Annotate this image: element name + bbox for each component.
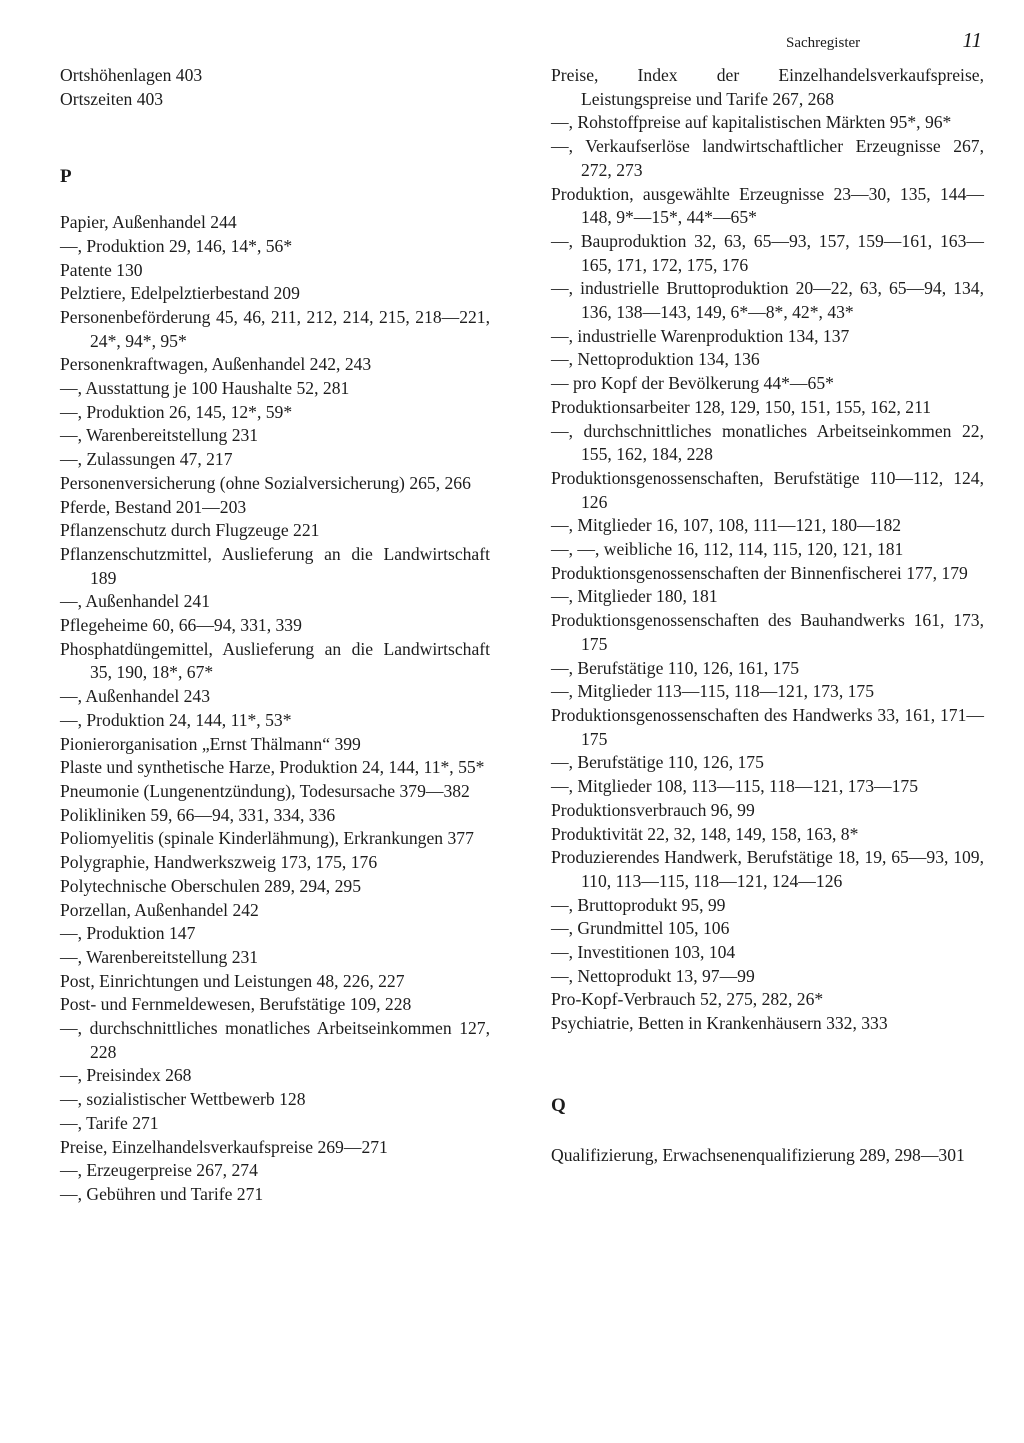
index-entry: Produktionsgenossenschaften des Bauhandwerks 161, 173, 175 — [551, 610, 984, 654]
running-header — [786, 28, 982, 56]
index-entry: Pferde, Bestand 201—203 — [60, 496, 247, 517]
index-entry: Produktion, ausgewählte Erzeugnisse 23—30, 135, 144—148, 9*—15*, 44*—65* — [551, 183, 984, 228]
index-entry: —, Mitglieder 113—115, 118—121, 173, 175 — [551, 681, 875, 702]
index-entry: Pionierorganisation „Ernst Thälmann“ 399 — [60, 733, 361, 754]
index-entry: —, Nettoproduktion 134, 136 — [551, 349, 760, 370]
index-entry: Phosphatdüngemittel, Auslieferung an die Landwirtschaft 35, 190, 18*, 67* — [60, 638, 490, 683]
index-entry: —, industrielle Warenproduktion 134, 137 — [551, 325, 850, 346]
section-letter-p: P — [60, 166, 72, 188]
index-entry: —, Tarife 271 — [60, 1112, 159, 1133]
index-entry: Pflanzenschutz durch Flugzeuge 221 — [60, 520, 320, 541]
index-entry: —, Rohstoffpreise auf kapitalistischen Märkten 95*, 96* — [551, 112, 952, 133]
index-entry: Produktionsarbeiter 128, 129, 150, 151, 155, 162, 211 — [551, 396, 932, 417]
index-entry: Pro-Kopf-Verbrauch 52, 275, 282, 26* — [551, 989, 824, 1010]
index-entry: Personenkraftwagen, Außenhandel 242, 243 — [60, 354, 372, 375]
index-entry: —, Außenhandel 241 — [60, 591, 211, 612]
index-entry: —, Gebühren und Tarife 271 — [60, 1183, 264, 1204]
index-entry: Qualifizierung, Erwachsenenqualifizierung 289, 298—301 — [551, 1144, 965, 1165]
index-entry: Pneumonie (Lungenentzündung), Todesursache 379—382 — [60, 780, 470, 801]
index-entry: —, Berufstätige 110, 126, 175 — [551, 752, 764, 773]
index-entry: —, Produktion 26, 145, 12*, 59* — [60, 401, 293, 422]
index-entry: Polygraphie, Handwerkszweig 173, 175, 176 — [60, 852, 378, 873]
right-column — [551, 64, 984, 1167]
section-title: Sachregister — [786, 35, 861, 51]
index-entry: —, durchschnittliches monatliches Arbeitseinkommen 22, 155, 162, 184, 228 — [551, 420, 984, 465]
index-entry: Pflanzenschutzmittel, Auslieferung an die Landwirtschaft 189 — [60, 543, 490, 588]
index-entry: Papier, Außenhandel 244 — [60, 212, 237, 233]
index-entry: Preise, Einzelhandelsverkaufspreise 269—271 — [60, 1136, 388, 1157]
index-entry: Pelztiere, Edelpelztierbestand 209 — [60, 283, 300, 304]
index-entry: —, sozialistischer Wettbewerb 128 — [60, 1089, 306, 1110]
index-entry: —, Produktion 24, 144, 11*, 53* — [60, 709, 292, 730]
index-entry: —, Außenhandel 243 — [60, 686, 211, 707]
index-entry: —, Mitglieder 16, 107, 108, 111—121, 180—182 — [551, 515, 902, 536]
index-entry: Personenversicherung (ohne Sozialversicherung) 265, 266 — [60, 472, 471, 493]
left-column — [60, 64, 490, 1207]
index-entry: —, Nettoprodukt 13, 97—99 — [551, 965, 755, 986]
index-entry: Produktionsgenossenschaften, Berufstätige 110—112, 124, 126 — [551, 467, 984, 512]
index-entry: Patente 130 — [60, 259, 143, 280]
section-letter-q: Q — [551, 1094, 566, 1116]
index-entry: Post- und Fernmeldewesen, Berufstätige 109, 228 — [60, 994, 412, 1015]
index-entry: Produktionsverbrauch 96, 99 — [551, 799, 755, 820]
index-entry: Post, Einrichtungen und Leistungen 48, 226, 227 — [60, 970, 405, 991]
index-entry: Pflegeheime 60, 66—94, 331, 339 — [60, 615, 302, 636]
index-entry: —, Grundmittel 105, 106 — [551, 918, 730, 939]
index-entry: —, Verkaufserlöse landwirtschaftlicher Erzeugnisse 267, 272, 273 — [551, 136, 984, 180]
index-entry: Polytechnische Oberschulen 289, 294, 295 — [60, 875, 361, 896]
index-entry: Ortszeiten 403 — [60, 88, 164, 109]
index-entry: —, Berufstätige 110, 126, 161, 175 — [551, 657, 800, 678]
index-entry: Preise, Index der Einzelhandelsverkaufspreise, Leistungspreise und Tarife 267, 268 — [551, 65, 984, 109]
index-entry: —, —, weibliche 16, 112, 114, 115, 120, 121, 181 — [551, 539, 904, 560]
index-entry: —, Bruttoprodukt 95, 99 — [551, 894, 726, 915]
index-entry: Poliomyelitis (spinale Kinderlähmung), Erkrankungen 377 — [60, 828, 474, 849]
index-entry: —, Warenbereitstellung 231 — [60, 425, 259, 446]
index-entry: —, Preisindex 268 — [60, 1065, 192, 1086]
index-entry: Ortshöhenlagen 403 — [60, 65, 203, 85]
index-entry: Polikliniken 59, 66—94, 331, 334, 336 — [60, 804, 336, 825]
index-entry: —, Erzeugerpreise 267, 274 — [60, 1160, 258, 1181]
index-entry: —, industrielle Bruttoproduktion 20—22, 63, 65—94, 134, 136, 138—143, 149, 6*—8*, 42*, 43* — [551, 278, 984, 323]
page-number: 11 — [962, 28, 982, 52]
index-entry: —, Investitionen 103, 104 — [551, 942, 736, 963]
index-entry: —, Produktion 29, 146, 14*, 56* — [60, 235, 293, 256]
index-entry: Porzellan, Außenhandel 242 — [60, 899, 259, 920]
index-entry: Psychiatrie, Betten in Krankenhäusern 332, 333 — [551, 1013, 888, 1034]
index-entry: Personenbeförderung 45, 46, 211, 212, 214, 215, 218—221, 24*, 94*, 95* — [60, 306, 490, 351]
index-entry: —, Zulassungen 47, 217 — [60, 449, 233, 470]
index-entry: —, Ausstattung je 100 Haushalte 52, 281 — [60, 378, 350, 399]
index-entry: —, Bauproduktion 32, 63, 65—93, 157, 159—161, 163—165, 171, 172, 175, 176 — [551, 230, 984, 275]
index-entry: Produktivität 22, 32, 148, 149, 158, 163, 8* — [551, 823, 859, 844]
index-entry: — pro Kopf der Bevölkerung 44*—65* — [551, 373, 834, 394]
index-entry: Produktionsgenossenschaften des Handwerks 33, 161, 171—175 — [551, 704, 984, 749]
index-entry: —, durchschnittliches monatliches Arbeitseinkommen 127, 228 — [60, 1018, 490, 1062]
index-entry: —, Mitglieder 180, 181 — [551, 586, 718, 607]
index-entry: —, Mitglieder 108, 113—115, 118—121, 173—175 — [551, 776, 919, 797]
index-entry: Produktionsgenossenschaften der Binnenfischerei 177, 179 — [551, 562, 968, 583]
index-entry: —, Warenbereitstellung 231 — [60, 946, 259, 967]
index-entry: —, Produktion 147 — [60, 923, 196, 944]
index-entry: Produzierendes Handwerk, Berufstätige 18, 19, 65—93, 109, 110, 113—115, 118—121, 124—126 — [551, 847, 984, 891]
index-entry: Plaste und synthetische Harze, Produktion 24, 144, 11*, 55* — [60, 757, 485, 778]
